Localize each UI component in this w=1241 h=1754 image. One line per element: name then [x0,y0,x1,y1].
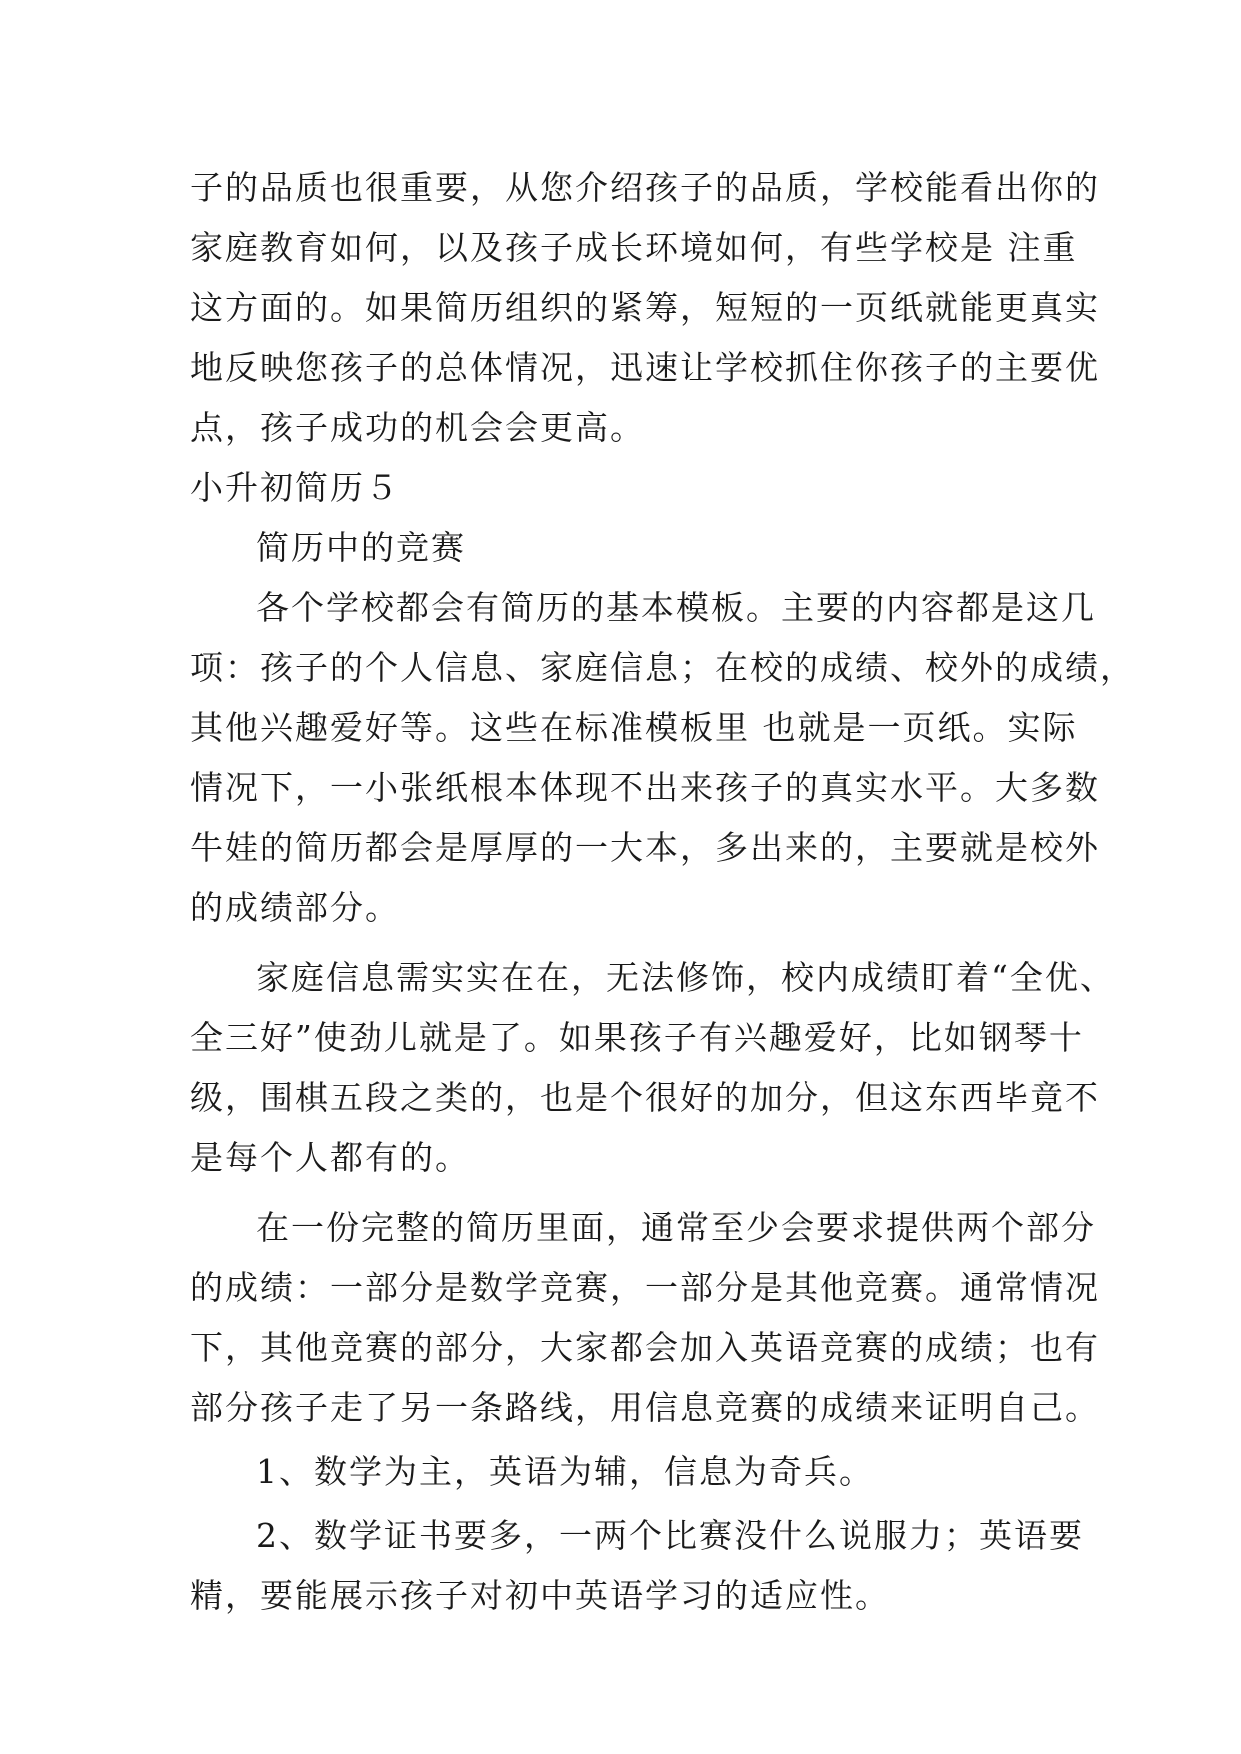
text-line: 在一份完整的简历里面，通常至少会要求提供两个部分 [256,1208,1096,1247]
text-line: 牛娃的简历都会是厚厚的一大本，多出来的，主要就是校外 [190,828,1100,867]
point-two [190,1506,1084,1626]
text-line: 地反映您孩子的总体情况，迅速让学校抓住你孩子的主要优 [190,348,1100,387]
text-line: 是每个人都有的。 [190,1138,470,1177]
text-line: 家庭教育如何，以及孩子成长环境如何，有些学校是 注重 [190,228,1078,267]
intro-paragraph [190,158,1100,458]
paragraph-templates [190,578,1135,938]
text-line: 下，其他竞赛的部分，大家都会加入英语竞赛的成绩；也有 [190,1328,1100,1367]
text-line: 1、数学为主，英语为辅，信息为奇兵。 [256,1452,874,1491]
text-line: 精，要能展示孩子对初中英语学习的适应性。 [190,1576,890,1615]
text-line: 的成绩部分。 [190,888,400,927]
text-line: 部分孩子走了另一条路线，用信息竞赛的成绩来证明自己。 [190,1388,1100,1427]
text-line: 全三好”使劲儿就是了。如果孩子有兴趣爱好，比如钢琴十 [190,1018,1084,1057]
text-line: 子的品质也很重要，从您介绍孩子的品质，学校能看出你的 [190,168,1100,207]
text-line: 级，围棋五段之类的，也是个很好的加分，但这东西毕竟不 [190,1078,1100,1117]
text-line: 情况下，一小张纸根本体现不出来孩子的真实水平。大多数 [190,768,1100,807]
subheading: 简历中的竞赛 [256,528,466,567]
text-line: 这方面的。如果简历组织的紧筹，短短的一页纸就能更真实 [190,288,1100,327]
text-line: 项：孩子的个人信息、家庭信息；在校的成绩、校外的成绩， [190,648,1135,687]
document-page [190,158,1135,1626]
paragraph-competitions [190,1198,1100,1438]
text-line: 其他兴趣爱好等。这些在标准模板里 也就是一页纸。实际 [190,708,1078,747]
section-title: 小升初简历５ [190,468,400,507]
paragraph-family-info [190,948,1115,1188]
text-line: 的成绩：一部分是数学竞赛，一部分是其他竞赛。通常情况 [190,1268,1100,1307]
text-line: 点，孩子成功的机会会更高。 [190,408,645,447]
text-line: 各个学校都会有简历的基本模板。主要的内容都是这几 [256,588,1096,627]
text-line: 家庭信息需实实在在，无法修饰，校内成绩盯着“全优、 [256,958,1115,997]
text-line: 2、数学证书要多，一两个比赛没什么说服力；英语要 [256,1516,1084,1555]
point-one [190,1442,1050,1502]
